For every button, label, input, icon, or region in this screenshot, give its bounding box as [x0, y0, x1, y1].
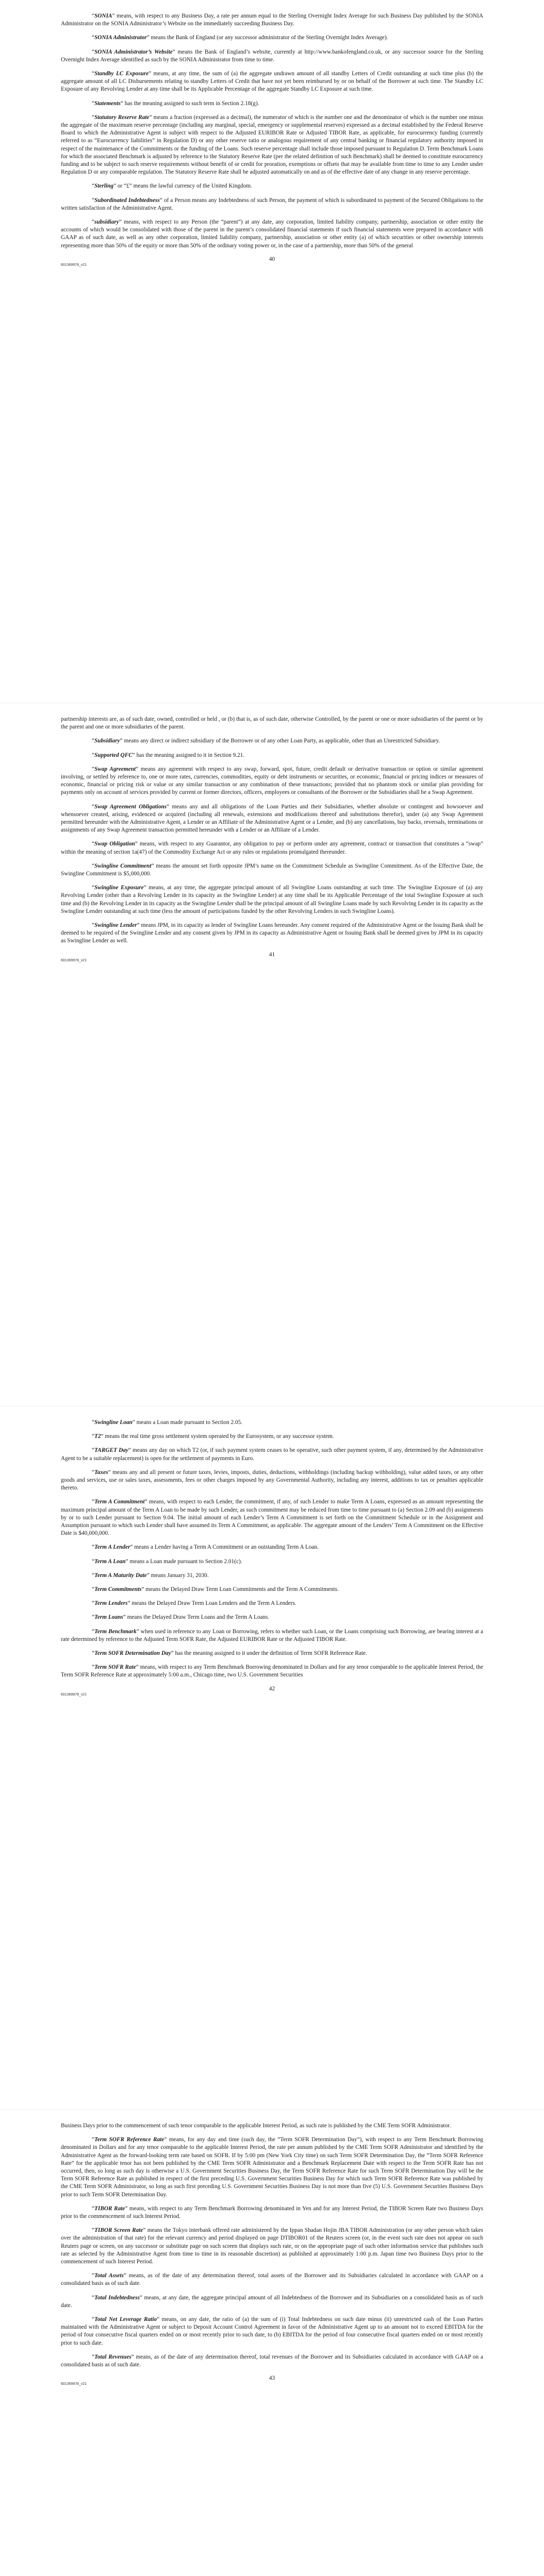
definition-text: means, with respect to any Business Day, a rate per annum equal to the Sterling Overnight Index Average for such Business Day published by the SONIA Administrator on the SONIA Administrator’s Website on the immediately succeeding Business Day.: [61, 13, 483, 27]
defined-term: Supported QFC: [94, 752, 133, 758]
definition-text: means the Bank of England (or any successor administrator of the Sterling Overnight Index Average).: [149, 35, 388, 41]
page-number: 40: [269, 256, 275, 262]
definition-text: when used in reference to any Loan or Borrowing, refers to whether such Loan, or the Loans comprising such Borrowing, are bearing interest at a rate determined by reference to the Adjusted Term SOFR Rate, the Adjusted EURIBOR Rate or the Adjusted TIBOR Rate.: [61, 1628, 484, 1642]
definition-paragraph: “Swap Agreement Obligations” means any and all obligations of the Loan Parties and their Subsidiaries, whether absolute or contingent and howsoever and whensoever created, arising, evidenced or acquired (including all renewals, extensions and modifications thereof and substitutions therefor), under (a) any Swap Agreement permitted hereunder with the Administrative Agent, a Lender or an Affiliate of the Administrative Agent or a Lender, and (b) any cancellations, buy backs, reversals, terminations or assignments of any Swap Agreement transaction permitted hereunder with a Lender or an Affiliate of a Lender.: [61, 803, 483, 834]
document-page: [0, 1406, 544, 2110]
defined-term: Taxes: [94, 1469, 108, 1476]
definition-text: has the meaning assigned to it under the definition of Term SOFR Reference Rate.: [173, 1650, 367, 1657]
definition-paragraph: “Term A Lender” means a Lender having a Term A Commitment or an outstanding Term A Loan.: [92, 1544, 319, 1551]
definition-paragraph: “Statutory Reserve Rate” means a fraction (expressed as a decimal), the numerator of which is the number one and the denominator of which is the number one minus the aggregate of the maximum reserve percentage (including any marginal, special, emergency or supplemental reserves) expressed as a decimal established by the Federal Reserve Board to which the Administrative Agent is subject with respect to the Adjusted EURIBOR Rate or Adjusted TIBOR Rate, as applicable, for eurocurrency funding (currently referred to as “Eurocurrency liabilities” in Regulation D) or any other reserve ratio or analogous requirement of any central banking or financial regulatory authority imposed in respect of the maintenance of the Commitments or the funding of the Loans. Such reserve percentage shall include those imposed pursuant to Regulation D. Term Benchmark Loans for which the associated Benchmark is adjusted by reference to the Statutory Reserve Rate (per the related definition of such Benchmark) shall be deemed to constitute eurocurrency funding and to be subject to such reserve requirements without benefit of or credit for proration, exemptions or offsets that may be available from time to time to any Lender under Regulation D or any comparable regulation. The Statutory Reserve Rate shall be adjusted automatically on and as of the effective date of any change in any reserve percentage.: [61, 114, 483, 176]
definition-paragraph: “TIBOR Rate” means, with respect to any Term Benchmark Borrowing denominated in Yen and for any Interest Period, the TIBOR Screen Rate two Business Days prior to the commencement of such Interest Period.: [61, 2205, 483, 2220]
definition-paragraph: “SONIA Administrator” means the Bank of England (or any successor administrator of the Sterling Overnight Index Average).: [92, 35, 388, 41]
definition-text: means any and all obligations of the Loan Parties and their Subsidiaries, whether absolute or contingent and howsoever and whensoever created, arising, evidenced or acquired (including all renewals, extensions and modifications thereof and substitutions therefor), under (a) any Swap Agreement permitted hereunder with the Administrative Agent, a Lender or an Affiliate of the Administrative Agent or a Lender, and (b) any cancellations, buy backs, reversals, terminations or assignments of any Swap Agreement transaction permitted hereunder with a Lender or an Affiliate of a Lender.: [61, 803, 483, 834]
defined-term: Swingline Commitment: [94, 862, 152, 869]
definition-paragraph: “TIBOR Screen Rate” means the Tokyo interbank offered rate administered by the Ippan Shadan Hojin JBA TIBOR Administration (or any other person which takes over the administration of that rate) for the relevant currency and period displayed on page DTIBOR01 of the Reuters screen (or, in the event such rate does not appear on such Reuters page or screen, on any successor or substitute page on such screen that displays such rate, or on the appropriate page of such other information service that publishes such rate as selected by the Administrative Agent from time to time in its reasonable discretion) as published at approximately 1:00 p.m. Japan time two Business Days prior to the commencement of such Interest Period.: [61, 2227, 483, 2265]
definition-paragraph: “Term A Commitment” means, with respect to each Lender, the commitment, if any, of such Lender to make Term A Loans, expressed as an amount representing the maximum principal amount of the Term A Loan to be made by such Lender, as such commitment may be reduced from time to time pursuant to (a) Section 2.09 and (b) assignments by or to such Lender pursuant to Section 9.04. The initial amount of each Lender’s Term A Commitment is set forth on the Commitment Schedule or in the Assignment and Assumption pursuant to which such Lender shall have assumed its Term A Commitment, as applicable. The aggregate amount of the Lenders’ Term A Commitment on the Effective Date is $40,000,000.: [61, 1499, 483, 1537]
defined-term: Term SOFR Rate: [94, 1664, 136, 1671]
defined-term: Swap Agreement: [94, 766, 136, 772]
definition-paragraph: “Term Benchmark” when used in reference to any Loan or Borrowing, refers to whether such Loan, or the Loans comprising such Borrowing, are bearing interest at a rate determined by reference to the Adjusted Term SOFR Rate, the Adjusted EURIBOR Rate or the Adjusted TIBOR Rate.: [61, 1628, 484, 1642]
defined-term: Term Loans: [94, 1614, 123, 1621]
definition-text: has the meaning assigned to such term in Section 2.18(g).: [123, 100, 259, 107]
defined-term: Total Assets: [94, 2273, 124, 2279]
definition-paragraph: “Subordinated Indebtedness” of a Person means any Indebtedness of such Person, the payment of which is subordinated to payment of the Secured Obligations to the written satisfaction of the Administrative Agent.: [61, 197, 484, 211]
definition-text: means a Lender having a Term A Commitment or an outstanding Term A Loan.: [133, 1544, 319, 1551]
definition-paragraph: “Term SOFR Reference Rate” means, for any day and time (such day, the “Term SOFR Determination Day”), with respect to any Term Benchmark Borrowing denominated in Dollars and for any tenor comparable to the applicable Interest Period, the rate per annum published by the CME Term SOFR Administrator and identified by the Administrative Agent as the forward-looking term rate based on SOFR. If by 5:00 pm (New York City time) on such Term SOFR Determination Day, the “Term SOFR Reference Rate” for the applicable tenor has not been published by the CME Term SOFR Administrator and a Benchmark Replacement Date with respect to the Term SOFR Rate has not occurred, then, so long as such day is otherwise a U.S. Government Securities Business Day, the Term SOFR Reference Rate for such Term SOFR Determination Day will be the Term SOFR Reference Rate as published in respect of the first preceding U.S. Government Securities Business Day for which such Term SOFR Reference Rate was published by the CME Term SOFR Administrator, so long as such first preceding U.S. Government Securities Business Day is not more than five (5) U.S. Government Securities Business Days prior to such Term SOFR Determination Day.: [61, 2137, 483, 2198]
definition-text: means, at any date, the aggregate principal amount of all Indebtedness of the Borrower and its Subsidiaries on a consolidated basis as of such date.: [61, 2294, 483, 2309]
defined-term: Term Benchmark: [94, 1628, 137, 1635]
definition-text: means, with respect to each Lender, the commitment, if any, of such Lender to make Term A Loans, expressed as an amount representing the maximum principal amount of the Term A Loan to be made by such Lender, as such commitment may be reduced from time to time pursuant to (a) Section 2.09 and (b) assignments by or to such Lender pursuant to Section 9.04. The initial amount of each Lender’s Term A Commitment is set forth on the Commitment Schedule or in the Assignment and Assumption pursuant to which such Lender shall have assumed its Term A Commitment, as applicable. The aggregate amount of the Lenders’ Term A Commitment on the Effective Date is $40,000,000.: [61, 1499, 483, 1537]
definition-paragraph: “Swingline Exposure” means, at any time, the aggregate principal amount of all Swingline Loans outstanding at such time. The Swingline Exposure of (a) any Revolving Lender (other than a Revolving Lender in its capacity as the Swingline Lender) at any time shall be its Applicable Percentage of the total Swingline Exposure at such time and (b) the Revolving Lender in its capacity as the Swingline Lender shall be the principal amount of all Swingline Loans made by such Revolving Lender in its capacity as the Swingline Lender outstanding at such time (less the amount of participations funded by the other Revolving Lenders in such Swingline Loans).: [61, 885, 483, 914]
page-number: 41: [269, 951, 275, 958]
document-id: 601369978_v21: [61, 958, 87, 962]
defined-term: Term Commitments: [94, 1586, 142, 1593]
defined-term: Total Revenues: [94, 2353, 131, 2360]
page-number: 42: [269, 1685, 275, 1692]
definition-text: means January 31, 2030.: [149, 1572, 209, 1579]
definition-text: means, with respect to any Term Benchmark Borrowing denominated in Yen and for any Interest Period, the TIBOR Screen Rate two Business Days prior to the commencement of such Interest Period.: [61, 2205, 483, 2220]
defined-term: Term Lenders: [94, 1600, 128, 1607]
definition-paragraph: “Taxes” means any and all present or future taxes, levies, imposts, duties, deductions, withholdings (including backup withholding), value added taxes, or any other goods and services, use or sales taxes, assessments, fees or other charges imposed by any Governmental Authority, including any interest, additions to tax or penalties applicable thereto.: [61, 1469, 483, 1492]
defined-term: TIBOR Rate: [94, 2205, 125, 2212]
definition-text: has the meaning assigned to it in Section 9.21.: [135, 752, 245, 758]
definition-paragraph: “Swap Obligation” means, with respect to any Guarantor, any obligation to pay or perform under any agreement, contract or transaction that constitutes a “swap” within the meaning of section 1a(47) of the Commodity Exchange Act or any rules or regulations promulgated thereunder.: [61, 841, 484, 855]
definition-text: ” or “£” means the lawful currency of the United Kingdom.: [113, 183, 252, 190]
definition-paragraph: “Total Assets” means, as of the date of any determination thereof, total assets of the Borrower and its Subsidiaries calculated in accordance with GAAP on a consolidated basis as of such date.: [61, 2273, 483, 2287]
defined-term: Term SOFR Determination Day: [94, 1650, 171, 1657]
continuation-paragraph: partnership interests are, as of such date, owned, controlled or held , or (b) that is, as of such date, otherwise Controlled, by the parent or one or more subsidiaries of the parent or by the parent and one or more subsidiaries of the parent.: [61, 716, 483, 731]
definition-paragraph: “Term SOFR Rate” means, with respect to any Term Benchmark Borrowing denominated in Dollars and for any tenor comparable to the applicable Interest Period, the Term SOFR Reference Rate at approximately 5:00 a.m., Chicago time, two U.S. Government Securities: [61, 1664, 483, 1679]
definition-text: means the Delayed Draw Term Loan Commitments and the Term A Commitments.: [144, 1586, 339, 1593]
definition-text: means the Bank of England’s website, currently at http://www.bankofengland.co.uk, or any successor source for the Sterling Overnight Index Average identified as such by the SONIA Administrator from time to time.: [61, 48, 484, 63]
definition-paragraph: “TARGET Day” means any day on which T2 (or, if such payment system ceases to be operative, such other payment system, if any, determined by the Administrative Agent to be a suitable replacement) is open for the settlement of payments in Euro.: [61, 1447, 483, 1462]
defined-term: T2: [94, 1433, 101, 1440]
defined-term: Term A Lender: [94, 1544, 130, 1551]
definition-text: means the Delayed Draw Term Loan Lenders and the Term A Lenders.: [130, 1600, 296, 1607]
definition-text: means the Tokyo interbank offered rate administered by the Ippan Shadan Hojin JBA TIBOR Administration (or any other person which takes over the administration of that rate) for the relevant currency and period displayed on page DTIBOR01 of the Reuters screen (or, in the event such rate does not appear on such Reuters page or screen, on any successor or substitute page on such screen that displays such rate, or on the appropriate page of such other information service that publishes such rate as selected by the Administrative Agent from time to time in its reasonable discretion) as published at approximately 1:00 p.m. Japan time two Business Days prior to the commencement of such Interest Period.: [61, 2227, 483, 2265]
continuation-paragraph: Business Days prior to the commencement of such tenor comparable to the applicable Interest Period, as such rate is published by the CME Term SOFR Administrator.: [61, 2123, 451, 2129]
document-id: 601369978_v21: [61, 263, 87, 267]
definition-text: means any and all present or future taxes, levies, imposts, duties, deductions, withholdings (including backup withholding), value added taxes, or any other goods and services, use or sales taxes, assessments, fees or other charges imposed by any Governmental Authority, including any interest, additions to tax or penalties applicable thereto.: [61, 1469, 483, 1492]
defined-term: Term A Maturity Date: [94, 1572, 147, 1579]
definition-text: of a Person means any Indebtedness of such Person, the payment of which is subordinated to payment of the Secured Obligations to the written satisfaction of the Administrative Agent.: [61, 197, 484, 211]
defined-term: SONIA Administrator’s Website: [94, 48, 173, 55]
definition-paragraph: “Term A Maturity Date” means January 31, 2030.: [92, 1572, 209, 1579]
document-page: [0, 0, 544, 703]
defined-term: Swap Obligation: [94, 841, 135, 848]
defined-term: Total Indebtedness: [94, 2294, 140, 2301]
definition-text: means, for any day and time (such day, the “Term SOFR Determination Day”), with respect to any Term Benchmark Borrowing denominated in Dollars and for any tenor comparable to the applicable Interest Period, the rate per annum published by the CME Term SOFR Administrator and identified by the Administrative Agent as the forward-looking term rate based on SOFR. If by 5:00 pm (New York City time) on such Term SOFR Determination Day, the “Term SOFR Reference Rate” for the applicable tenor has not been published by the CME Term SOFR Administrator and a Benchmark Replacement Date with respect to the Term SOFR Rate has not occurred, then, so long as such day is otherwise a U.S. Government Securities Business Day, the Term SOFR Reference Rate for such Term SOFR Determination Day will be the Term SOFR Reference Rate as published in respect of the first preceding U.S. Government Securities Business Day for which such Term SOFR Reference Rate was published by the CME Term SOFR Administrator, so long as such first preceding U.S. Government Securities Business Day is not more than five (5) U.S. Government Securities Business Days prior to such Term SOFR Determination Day.: [61, 2137, 483, 2198]
definition-paragraph: “Swingline Commitment” means the amount set forth opposite JPM’s name on the Commitment Schedule as Swingline Commitment. As of the Effective Date, the Swingline Commitment is $5,000,000.: [61, 862, 483, 877]
defined-term: Term SOFR Reference Rate: [94, 2137, 164, 2143]
defined-term: Swingline Exposure: [94, 885, 144, 891]
defined-term: Swingline Lender: [94, 922, 137, 929]
definition-text: means any agreement with respect to any swap, forward, spot, future, credit default or derivative transaction or option or similar agreement involving, or settled by reference to, one or more rates, currencies, commodities, equity or debt instruments or securities, or economic, financial or pricing indices or measures of economic, financial or pricing risk or value or any similar transaction or any combination of these transactions; provided that no phantom stock or similar plan providing for payments only on account of services provided by current or former directors, officers, employees or consultants of the Borrower or the Subsidiaries shall be a Swap Agreement.: [61, 766, 483, 796]
definition-text: means a Loan made pursuant to Section 2.01(c).: [128, 1558, 242, 1565]
definition-paragraph: “Subsidiary” means any direct or indirect subsidiary of the Borrower or of any other Loan Party, as applicable, other than an Unrestricted Subsidiary.: [92, 738, 440, 744]
definition-text: means the real time gross settlement system operated by the Eurosystem, or any successor system.: [103, 1433, 334, 1440]
definition-paragraph: “Term A Loan” means a Loan made pursuant to Section 2.01(c).: [92, 1558, 242, 1565]
document-page: [0, 2110, 544, 2576]
document-id: 601369978_v21: [61, 1692, 87, 1697]
definition-text: means a fraction (expressed as a decimal), the numerator of which is the number one and the denominator of which is the number one minus the aggregate of the maximum reserve percentage (including any marginal, special, emergency or supplemental reserves) expressed as a decimal established by the Federal Reserve Board to which the Administrative Agent is subject with respect to the Adjusted EURIBOR Rate or Adjusted TIBOR Rate, as applicable, for eurocurrency funding (currently referred to as “Eurocurrency liabilities” in Regulation D) or any other reserve ratio or analogous requirement of any central banking or financial regulatory authority imposed in respect of the maintenance of the Commitments or the funding of the Loans. Such reserve percentage shall include those imposed pursuant to Regulation D. Term Benchmark Loans for which the associated Benchmark is adjusted by reference to the Statutory Reserve Rate (per the related definition of such Benchmark) shall be deemed to constitute eurocurrency funding and to be subject to such reserve requirements without benefit of or credit for proration, exemptions or offsets that may be available from time to time to any Lender under Regulation D or any comparable regulation. The Statutory Reserve Rate shall be adjusted automatically on and as of the effective date of any change in any reserve percentage.: [61, 114, 483, 176]
definition-text: means, as of the date of any determination thereof, total revenues of the Borrower and its Subsidiaries calculated in accordance with GAAP on a consolidated basis as of such date.: [61, 2353, 483, 2368]
definition-paragraph: “Supported QFC” has the meaning assigned to it in Section 9.21.: [92, 752, 245, 758]
definition-paragraph: “SONIA Administrator’s Website” means the Bank of England’s website, currently at http://www.bankofengland.co.uk, or any successor source for the Sterling Overnight Index Average identified as such by the SONIA Administrator from time to time.: [61, 48, 484, 63]
definition-paragraph: “T2” means the real time gross settlement system operated by the Eurosystem, or any successor system.: [92, 1433, 334, 1440]
definition-paragraph: “Swap Agreement” means any agreement with respect to any swap, forward, spot, future, credit default or derivative transaction or option or similar agreement involving, or settled by reference to, one or more rates, currencies, commodities, equity or debt instruments or securities, or economic, financial or pricing indices or measures of economic, financial or pricing risk or value or any similar transaction or any combination of these transactions; provided that no phantom stock or similar plan providing for payments only on account of services provided by current or former directors, officers, employees or consultants of the Borrower or the Subsidiaries shall be a Swap Agreement.: [61, 766, 483, 796]
definition-text: means, with respect to any Guarantor, any obligation to pay or perform under any agreement, contract or transaction that constitutes a “swap” within the meaning of section 1a(47) of the Commodity Exchange Act or any rules or regulations promulgated thereunder.: [61, 841, 484, 855]
defined-term: Subsidiary: [94, 738, 120, 744]
definition-text: means JPM, in its capacity as lender of Swingline Loans hereunder. Any consent required of the Administrative Agent or the Issuing Bank shall be deemed to be required of the Swingline Lender and any consent given by JPM in its capacity as Administrative Agent or Issuing Bank shall be deemed given by JPM in its capacity as Swingline Lender as well.: [61, 922, 483, 944]
defined-term: Statutory Reserve Rate: [94, 114, 150, 121]
defined-term: TARGET Day: [94, 1447, 128, 1454]
definition-paragraph: “Statements” has the meaning assigned to such term in Section 2.18(g).: [92, 100, 259, 107]
definition-text: means, as of the date of any determination thereof, total assets of the Borrower and its Subsidiaries calculated in accordance with GAAP on a consolidated basis as of such date.: [61, 2273, 483, 2287]
definition-paragraph: “Term Lenders” means the Delayed Draw Term Loan Lenders and the Term A Lenders.: [92, 1600, 296, 1607]
definition-text: means, with respect to any Person (the “parent”) at any date, any corporation, limited liability company, partnership, association or other entity the accounts of which would be consolidated with those of the parent in the parent’s consolidated financial statements if such financial statements were prepared in accordance with GAAP as of such date, as well as any other corporation, limited liability company, partnership, association or other entity (a) of which securities or other ownership interests representing more than 50% of the equity or more than 50% of the ordinary voting power or, in the case of a partnership, more than 50% of the general: [61, 219, 483, 249]
definition-paragraph: “SONIA” means, with respect to any Business Day, a rate per annum equal to the Sterling Overnight Index Average for such Business Day published by the SONIA Administrator on the SONIA Administrator’s Website on the immediately succeeding Business Day.: [61, 13, 483, 27]
definition-text: means any direct or indirect subsidiary of the Borrower or of any other Loan Party, as applicable, other than an Unrestricted Subsidiary.: [122, 738, 440, 744]
definition-paragraph: “Term SOFR Determination Day” has the meaning assigned to it under the definition of Term SOFR Reference Rate.: [92, 1650, 367, 1657]
defined-term: Swap Agreement Obligations: [94, 803, 167, 810]
definition-paragraph: “Total Indebtedness” means, at any date, the aggregate principal amount of all Indebtedness of the Borrower and its Subsidiaries on a consolidated basis as of such date.: [61, 2294, 483, 2309]
definition-text: means, on any date, the ratio of (a) the sum of (i) Total Indebtedness on such date minus (ii) unrestricted cash of the Loan Parties maintained with the Administrative Agent or subject to Deposit Account Control Agreement in favor of the Administrative Agent up to an amount not to exceed EBITDA for the period of four consecutive fiscal quarters ended on or most recently prior to such date, to (b) EBITDA for the period of four consecutive fiscal quarters ended on or most recently prior to such date.: [61, 2316, 484, 2346]
definition-text: means any day on which T2 (or, if such payment system ceases to be operative, such other payment system, if any, determined by the Administrative Agent to be a suitable replacement) is open for the settlement of payments in Euro.: [61, 1447, 483, 1462]
defined-term: Statements: [94, 100, 121, 107]
defined-term: Term A Loan: [94, 1558, 126, 1565]
definition-paragraph: “Swingline Loan” means a Loan made pursuant to Section 2.05.: [92, 1419, 243, 1426]
definition-paragraph: “Term Loans” means the Delayed Draw Term Loans and the Term A Loans.: [92, 1614, 270, 1621]
definition-text: means a Loan made pursuant to Section 2.05.: [135, 1419, 243, 1426]
page-number: 43: [269, 2375, 275, 2382]
defined-term: subsidiary: [94, 219, 119, 226]
definition-paragraph: “Swingline Lender” means JPM, in its capacity as lender of Swingline Loans hereunder. Any consent required of the Administrative Agent or the Issuing Bank shall be deemed to be required of the Swingline Lender and any consent given by JPM in its capacity as Administrative Agent or Issuing Bank shall be deemed given by JPM in its capacity as Swingline Lender as well.: [61, 922, 483, 944]
defined-term: Subordinated Indebtedness: [94, 197, 160, 204]
definition-paragraph: “Total Revenues” means, as of the date of any determination thereof, total revenues of the Borrower and its Subsidiaries calculated in accordance with GAAP on a consolidated basis as of such date.: [61, 2353, 483, 2368]
definition-paragraph: “Standby LC Exposure” means, at any time, the sum of (a) the aggregate undrawn amount of all standby Letters of Credit outstanding at such time plus (b) the aggregate amount of all LC Disbursements relating to standby Letters of Credit that have not yet been reimbursed by or on behalf of the Borrower at such time. The Standby LC Exposure of any Revolving Lender at any time shall be its Applicable Percentage of the aggregate Standby LC Exposure at such time.: [61, 71, 484, 93]
defined-term: Sterling: [94, 183, 114, 190]
definition-paragraph: “Total Net Leverage Ratio” means, on any date, the ratio of (a) the sum of (i) Total Indebtedness on such date minus (ii) unrestricted cash of the Loan Parties maintained with the Administrative Agent or subject to Deposit Account Control Agreement in favor of the Administrative Agent up to an amount not to exceed EBITDA for the period of four consecutive fiscal quarters ended on or most recently prior to such date, to (b) EBITDA for the period of four consecutive fiscal quarters ended on or most recently prior to such date.: [61, 2316, 484, 2346]
definition-text: means, at any time, the aggregate principal amount of all Swingline Loans outstanding at such time. The Swingline Exposure of (a) any Revolving Lender (other than a Revolving Lender in its capacity as the Swingline Lender) at any time shall be its Applicable Percentage of the total Swingline Exposure at such time and (b) the Revolving Lender in its capacity as the Swingline Lender shall be the principal amount of all Swingline Loans made by such Revolving Lender in its capacity as the Swingline Lender outstanding at such time (less the amount of participations funded by the other Revolving Lenders in such Swingline Loans).: [61, 885, 483, 914]
defined-term: SONIA: [94, 13, 112, 19]
definition-text: means the amount set forth opposite JPM’s name on the Commitment Schedule as Swingline Commitment. As of the Effective Date, the Swingline Commitment is $5,000,000.: [61, 862, 483, 877]
definition-paragraph: “subsidiary” means, with respect to any Person (the “parent”) at any date, any corporation, limited liability company, partnership, association or other entity the accounts of which would be consolidated with those of the parent in the parent’s consolidated financial statements if such financial statements were prepared in accordance with GAAP as of such date, as well as any other corporation, limited liability company, partnership, association or other entity (a) of which securities or other ownership interests representing more than 50% of the equity or more than 50% of the ordinary voting power or, in the case of a partnership, more than 50% of the general: [61, 219, 483, 249]
defined-term: Standby LC Exposure: [94, 71, 149, 77]
document-page: [0, 703, 544, 1406]
definition-paragraph: “Term Commitments” means the Delayed Draw Term Loan Commitments and the Term A Commitments.: [92, 1586, 339, 1593]
definition-text: means, at any time, the sum of (a) the aggregate undrawn amount of all standby Letters of Credit outstanding at such time plus (b) the aggregate amount of all LC Disbursements relating to standby Letters of Credit that have not yet been reimbursed by or on behalf of the Borrower at such time. The Standby LC Exposure of any Revolving Lender at any time shall be its Applicable Percentage of the aggregate Standby LC Exposure at such time.: [61, 71, 484, 93]
defined-term: Term A Commitment: [94, 1499, 145, 1505]
definition-text: means the Delayed Draw Term Loans and the Term A Loans.: [125, 1614, 270, 1621]
defined-term: SONIA Administrator: [94, 35, 147, 41]
defined-term: TIBOR Screen Rate: [94, 2227, 143, 2234]
defined-term: Swingline Loan: [94, 1419, 133, 1426]
definition-text: means, with respect to any Term Benchmark Borrowing denominated in Dollars and for any tenor comparable to the applicable Interest Period, the Term SOFR Reference Rate at approximately 5:00 a.m., Chicago time, two U.S. Government Securities: [61, 1664, 483, 1679]
document-id: 601369978_v21: [61, 2382, 87, 2386]
definition-paragraph: “Sterling” or “£” means the lawful currency of the United Kingdom.: [92, 183, 252, 190]
defined-term: Total Net Leverage Ratio: [94, 2316, 157, 2323]
